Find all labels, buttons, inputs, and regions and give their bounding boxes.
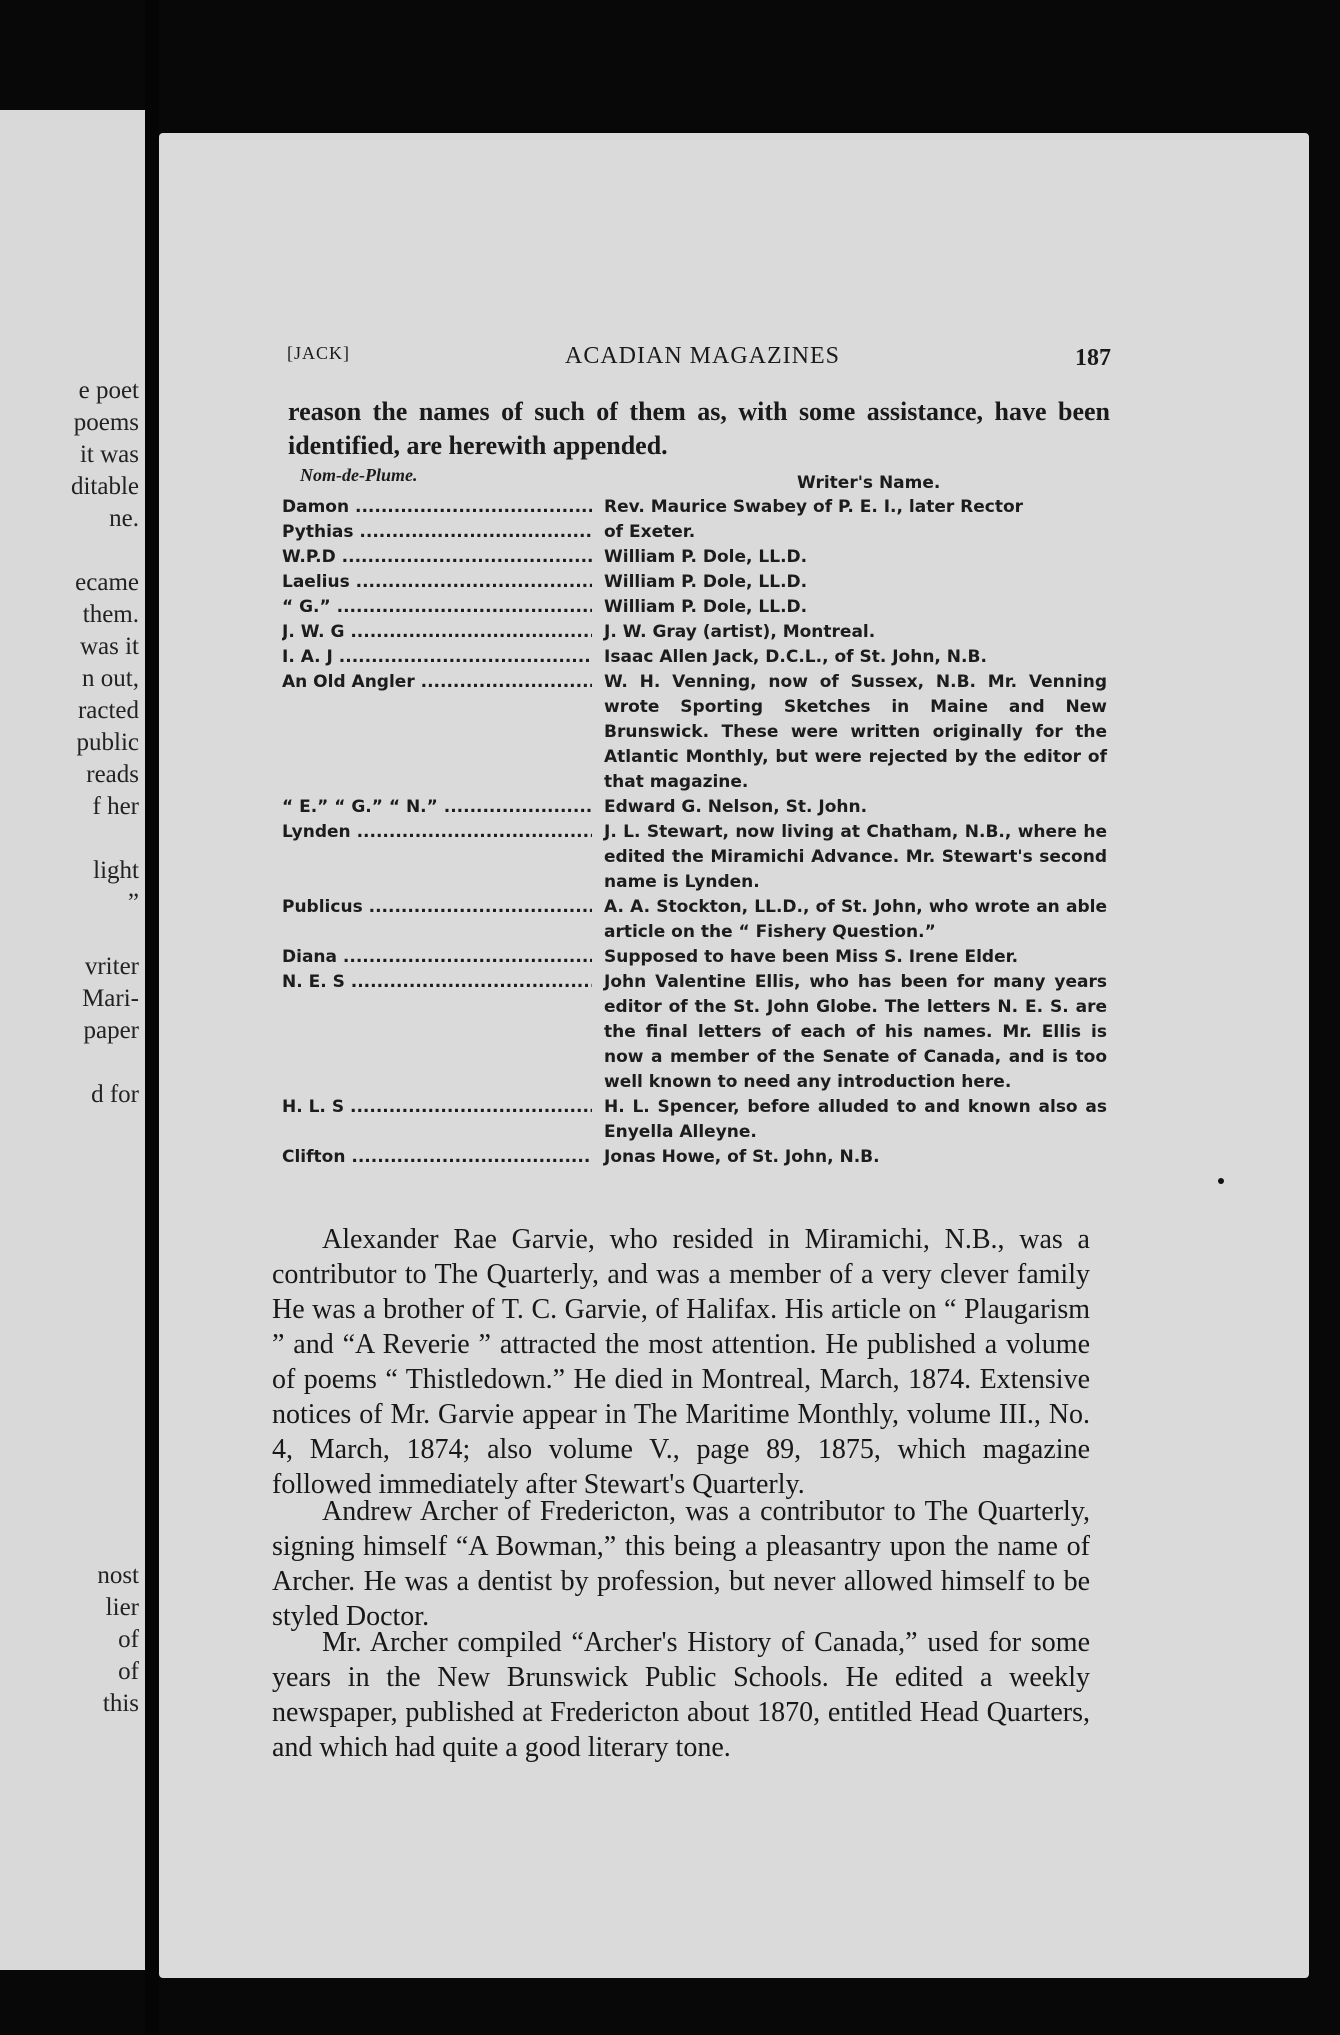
facing-page-line: public — [76, 729, 139, 756]
table-row — [282, 1095, 1107, 1145]
facing-page-line: ecame — [75, 569, 139, 596]
writer-name: J. L. Stewart, now living at Chatham, N.B., where he edited the Miramichi Advance. Mr. Stewart's second name is Lynden. — [604, 822, 1107, 892]
table-row — [282, 595, 1107, 620]
facing-page-line: ditable — [70, 473, 139, 500]
facing-page-line — [71, 823, 139, 855]
intro-paragraph: reason the names of such of them as, with some assistance, have been identified, are herewith appended. — [288, 397, 1110, 460]
pen-name: Clifton ..... — [282, 1145, 592, 1170]
table-body — [282, 495, 1107, 1170]
facing-page-line: n out, — [82, 665, 139, 692]
writer-name: J. W. Gray (artist), Montreal. — [604, 622, 876, 642]
facing-page-line — [71, 1047, 139, 1079]
facing-page-text-upper — [71, 375, 139, 1111]
table-row — [282, 520, 1107, 545]
running-header — [287, 343, 1111, 377]
pen-name: An Old Angler ..... — [282, 670, 592, 695]
table-row — [282, 1145, 1107, 1170]
facing-page-line: them. — [82, 601, 139, 628]
facing-page-line: it was — [79, 441, 139, 468]
pen-name: Laelius ..... — [282, 570, 592, 595]
table-row — [282, 970, 1107, 1095]
writer-name: William P. Dole, LL.D. — [604, 547, 808, 567]
facing-page-line: vriter — [84, 953, 139, 980]
facing-page — [0, 110, 145, 1970]
table-row — [282, 620, 1107, 645]
facing-page-line: was it — [79, 633, 139, 660]
facing-page-line: of — [118, 1626, 139, 1653]
facing-page-line: poems — [73, 409, 139, 436]
pen-name: Diana ..... — [282, 945, 592, 970]
writer-name: of Exeter. — [604, 522, 696, 542]
pen-name: W.P.D ..... — [282, 545, 592, 570]
facing-page-line: nost — [97, 1562, 139, 1589]
writer-name: Edward G. Nelson, St. John. — [604, 797, 868, 817]
facing-page-line: d for — [91, 1081, 139, 1108]
writer-name: Rev. Maurice Swabey of P. E. I., later Rector — [604, 497, 1024, 517]
facing-page-line: ” — [127, 889, 139, 916]
writer-name: Supposed to have been Miss S. Irene Elder. — [604, 947, 1019, 967]
speck — [1218, 1178, 1224, 1184]
table-row — [282, 945, 1107, 970]
header-author: [JACK] — [287, 343, 350, 363]
paragraph-archer-history: Mr. Archer compiled “Archer's History of Canada,” used for some years in the New Brunswick Public Schools. He edited a weekly newspaper, published at Fredericton about 1870, entitled Head Quarters, and which had quite a good literary tone. — [272, 1627, 1090, 1763]
facing-page-line — [71, 535, 139, 567]
table-row — [282, 795, 1107, 820]
table-row — [282, 820, 1107, 895]
facing-page-line: paper — [83, 1017, 139, 1044]
writer-name: A. A. Stockton, LL.D., of St. John, who wrote an able article on the “ Fishery Question.” — [604, 897, 1107, 942]
table-row — [282, 895, 1107, 945]
facing-page-line: of — [118, 1658, 139, 1685]
table-row — [282, 670, 1107, 795]
column-header-pen-name: Nom-de-Plume. — [300, 465, 418, 485]
pen-name: J. W. G ..... — [282, 620, 592, 645]
pen-name: I. A. J ..... — [282, 645, 592, 670]
writer-name: William P. Dole, LL.D. — [604, 572, 808, 592]
table-header — [282, 465, 1107, 495]
pen-name: N. E. S ..... — [282, 970, 592, 995]
facing-page-line: racted — [77, 697, 139, 724]
table-row — [282, 545, 1107, 570]
table-row — [282, 495, 1107, 520]
facing-page-line: reads — [86, 761, 139, 788]
writer-name: W. H. Venning, now of Sussex, N.B. Mr. Venning wrote Sporting Sketches in Maine and New Brunswick. These were written originally for the Atlantic Monthly, but were rejected by the editor of that magazine. — [604, 672, 1107, 792]
writer-name: William P. Dole, LL.D. — [604, 597, 808, 617]
header-title: ACADIAN MAGAZINES — [565, 343, 840, 369]
writer-name: Isaac Allen Jack, D.C.L., of St. John, N.B. — [604, 647, 987, 667]
pen-name: Damon ..... — [282, 495, 592, 520]
book-gutter — [145, 0, 159, 2035]
facing-page-text-lower — [97, 1560, 139, 1720]
facing-page-line: f her — [92, 793, 139, 820]
pen-name: Pythias ..... — [282, 520, 592, 545]
facing-page-line: Mari- — [82, 985, 139, 1012]
table-row — [282, 570, 1107, 595]
pen-name: Lynden ..... — [282, 820, 592, 845]
table-row — [282, 645, 1107, 670]
page-number: 187 — [1075, 345, 1111, 371]
facing-page-line: this — [102, 1690, 139, 1717]
pen-name: “ G.” ..... — [282, 595, 592, 620]
facing-page-line: lier — [105, 1594, 139, 1621]
paragraph-garvie: Alexander Rae Garvie, who resided in Miramichi, N.B., was a contributor to The Quarterly, and was a member of a very clever family He was a brother of T. C. Garvie, of Halifax. His article on “ Plaugarism ” and “A Reverie ” attracted the most attention. He published a volume of poems “ Thistledown.” He died in Montreal, March, 1874. Extensive notices of Mr. Garvie appear in The Maritime Monthly, volume III., No. 4, March, 1874; also volume V., page 89, 1875, which magazine followed immediately after Stewart's Quarterly. — [272, 1224, 1090, 1500]
pseudonym-table — [282, 465, 1107, 1170]
paragraph-archer: Andrew Archer of Fredericton, was a contributor to The Quarterly, signing himself “A Bowman,” this being a pleasantry upon the name of Archer. He was a dentist by profession, but never allowed himself to be styled Doctor. — [272, 1496, 1090, 1632]
writer-name: H. L. Spencer, before alluded to and known also as Enyella Alleyne. — [604, 1097, 1107, 1142]
writer-name: John Valentine Ellis, who has been for many years editor of the St. John Globe. The letters N. E. S. are the final letters of each of his names. Mr. Ellis is now a member of the Senate of Canada, and is too well known to need any introduction here. — [604, 972, 1107, 1092]
facing-page-line: light — [93, 857, 139, 884]
facing-page-line: e poet — [78, 377, 139, 404]
pen-name: Publicus ..... — [282, 895, 592, 920]
facing-page-line: ne. — [109, 505, 139, 532]
pen-name: “ E.” “ G.” “ N.” ..... — [282, 795, 592, 820]
facing-page-line — [71, 919, 139, 951]
pen-name: H. L. S ..... — [282, 1095, 592, 1120]
column-header-writer: Writer's Name. — [797, 473, 941, 493]
writer-name: Jonas Howe, of St. John, N.B. — [604, 1147, 880, 1167]
